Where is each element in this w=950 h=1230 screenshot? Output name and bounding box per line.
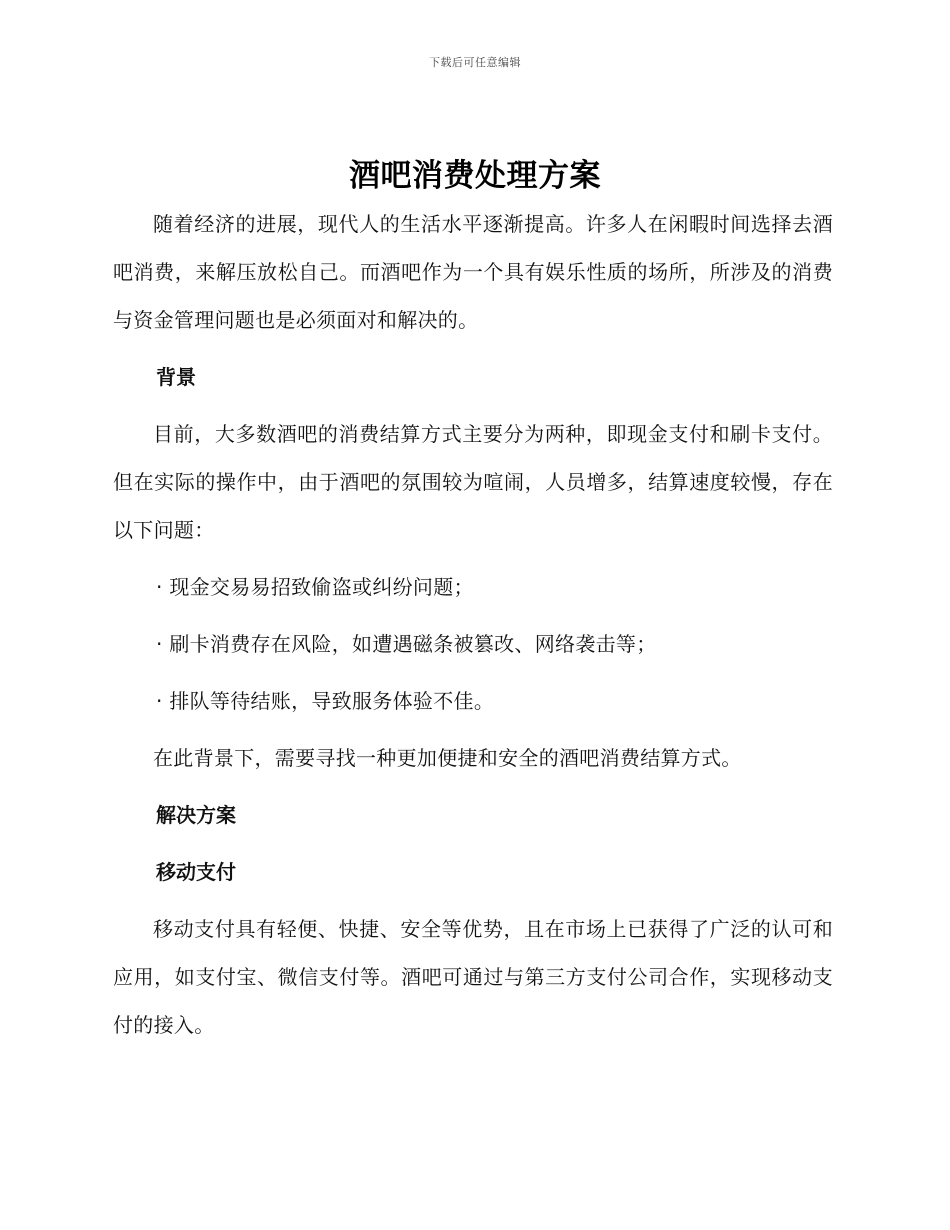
bullet-item-cash: · 现金交易易招致偷盗或纠纷问题； <box>156 575 474 599</box>
header-note: 下载后可任意编辑 <box>429 56 521 69</box>
section-heading-solution: 解决方案 <box>156 803 236 827</box>
subheading-mobile-payment: 移动支付 <box>156 860 236 884</box>
bullet-item-card: · 刷卡消费存在风险，如遭遇磁条被篡改、网络袭击等； <box>156 632 657 656</box>
document-body <box>113 200 833 1049</box>
document-title: 酒吧消费处理方案 <box>349 158 601 194</box>
intro-paragraph: 随着经济的进展，现代人的生活水平逐渐提高。许多人在闲暇时间选择去酒吧消费，来解压放松自己。而酒吧作为一个具有娱乐性质的场所，所涉及的消费与资金管理问题也是必须面对和解决的。 <box>113 212 833 332</box>
background-conclusion: 在此背景下，需要寻找一种更加便捷和安全的酒吧消费结算方式。 <box>153 746 742 770</box>
section-heading-background: 背景 <box>156 365 196 389</box>
bullet-item-queue: · 排队等待结账，导致服务体验不佳。 <box>156 689 495 713</box>
solution-paragraph: 移动支付具有轻便、快捷、安全等优势，且在市场上已获得了广泛的认可和应用，如支付宝、微信支付等。酒吧可通过与第三方支付公司合作，实现移动支付的接入。 <box>113 917 833 1037</box>
background-paragraph: 目前，大多数酒吧的消费结算方式主要分为两种，即现金支付和刷卡支付。但在实际的操作中，由于酒吧的氛围较为喧闹，人员增多，结算速度较慢，存在以下问题： <box>113 422 833 542</box>
